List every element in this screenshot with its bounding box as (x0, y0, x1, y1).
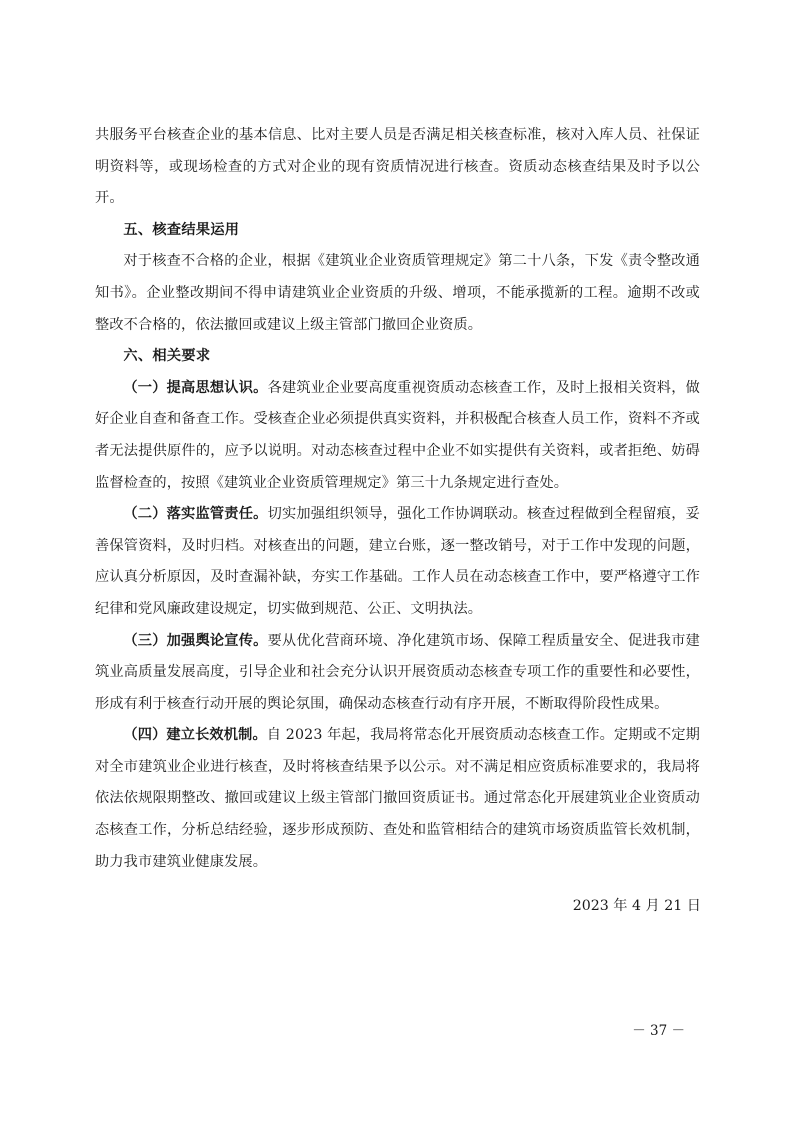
page-number: － 37 － (632, 1023, 685, 1039)
requirement-paragraph-2 (95, 499, 700, 625)
requirement-lead-3: （三）加强舆论宣传。 (123, 632, 268, 649)
requirement-body-4: 自 2023 年起，我局将常态化开展资质动态核查工作。定期或不定期对全市建筑业企业进行核查，及时将核查结果予以公示。对不满足相应资质标准要求的，我局将依法依规限期整改、撤回或建议上级主管部门撤回资质证书。通过常态化开展建筑业企业资质动态核查工作，分析总结经验，逐步形成预防、查处和监管相结合的建筑市场资质监管长效机制，助力我市建筑业健康发展。 (95, 727, 700, 870)
section-5-paragraph: 对于核查不合格的企业，根据《建筑业企业资质管理规定》第二十八条，下发《责令整改通知书》。企业整改期间不得申请建筑业企业资质的升级、增项，不能承揽新的工程。逾期不改或整改不合格的，依法撤回或建议上级主管部门撤回企业资质。 (95, 253, 700, 333)
document-date: 2023 年 4 月 21 日 (572, 898, 701, 914)
requirement-paragraph-3 (95, 626, 700, 721)
document-body (95, 120, 700, 878)
requirement-lead-2: （二）落实监管责任。 (123, 506, 268, 523)
requirement-paragraph-1 (95, 373, 700, 499)
continuation-paragraph: 共服务平台核查企业的基本信息、比对主要人员是否满足相关核查标准，核对入库人员、社保证明资料等，或现场检查的方式对企业的现有资质情况进行核查。资质动态核查结果及时予以公开。 (95, 127, 700, 207)
requirement-body-3: 要从优化营商环境、净化建筑市场、保障工程质量安全、促进我市建筑业高质量发展高度，引导企业和社会充分认识开展资质动态核查专项工作的重要性和必要性，形成有利于核查行动开展的舆论氛围，确保动态核查行动有序开展，不断取得阶段性成果。 (95, 632, 700, 712)
requirement-body-1: 各建筑业企业要高度重视资质动态核查工作，及时上报相关资料，做好企业自查和备查工作。受核查企业必须提供真实资料，并积极配合核查人员工作，资料不齐或者无法提供原件的，应予以说明。对动态核查过程中企业不如实提供有关资料，或者拒绝、妨碍监督检查的，按照《建筑业企业资质管理规定》第三十九条规定进行查处。 (95, 379, 700, 491)
requirement-lead-1: （一）提高思想认识。 (123, 379, 268, 396)
requirement-paragraph-4 (95, 720, 700, 878)
section-heading-6: 六、相关要求 (123, 348, 211, 365)
section-heading-5: 五、核查结果运用 (123, 221, 240, 238)
requirement-lead-4: （四）建立长效机制。 (123, 727, 267, 744)
requirement-body-2: 切实加强组织领导，强化工作协调联动。核查过程做到全程留痕，妥善保管资料，及时归档。对核查出的问题，建立台账，逐一整改销号，对于工作中发现的问题，应认真分析原因，及时查漏补缺，夯实工作基础。工作人员在动态核查工作中，要严格遵守工作纪律和党风廉政建设规定，切实做到规范、公正、文明执法。 (95, 506, 700, 617)
